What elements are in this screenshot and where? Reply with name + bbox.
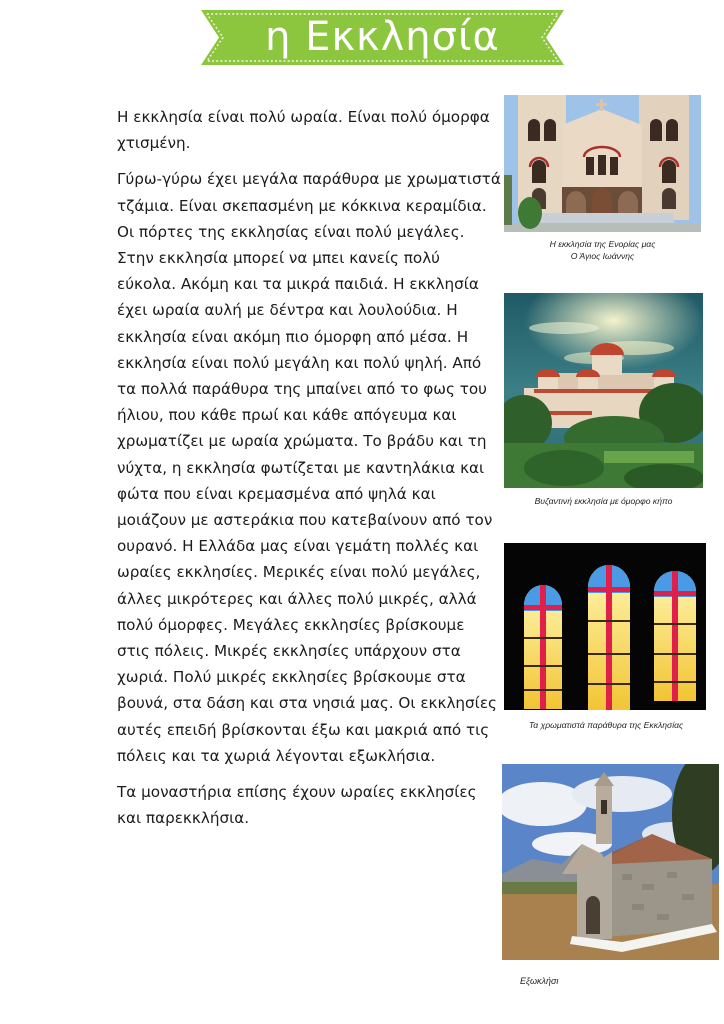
article-paragraph: Τα μοναστήρια επίσης έχουν ωραίες εκκλησίες και παρεκκλήσια. <box>117 783 477 828</box>
figure-caption: Τα χρωματιστά παράθυρα της Εκκλησίας <box>528 720 684 730</box>
article-paragraph: Η εκκλησία είναι πολύ ωραία. Είναι πολύ όμορφα χτισμένη. <box>117 108 490 153</box>
stone-chapel-photo <box>502 764 719 960</box>
page-title: η Εκκλησία <box>265 14 500 60</box>
figure-caption <box>504 238 701 262</box>
stained-glass-windows-photo <box>504 543 706 710</box>
caption-line: Ο Άγιος Ιωάννης <box>570 251 635 261</box>
figure-caption: Εξωκλήσι <box>520 976 559 986</box>
parish-church-photo <box>504 95 701 232</box>
figure-caption: Βυζαντινή εκκλησία με όμορφο κήπο <box>534 496 673 506</box>
article-body <box>117 104 502 841</box>
article-paragraph: Γύρω-γύρω έχει μεγάλα παράθυρα με χρωματιστά τζάμια. Είναι σκεπασμένη με κόκκινα κεραμίδια. Οι πόρτες της εκκλησίας είναι πολύ μεγάλες. Στην εκκλησία μπορεί να μπει κανείς πολύ εύκολα. Ακόμη και τα μικρά παιδιά. Η εκκλησία έχει ωραία αυλή με δέντρα και λουλούδια. Η εκκλησία είναι ακόμη πιο όμορφη από μέσα. Η εκκλησία είναι πολύ μεγάλη και πολύ ψηλή. Από τα πολλά παράθυρα της μπαίνει από το φως του ήλιου, που κάθε πρωί και κάθε απόγευμα και χρωματίζει με ωραία χρώματα. Το βράδυ και τη νύχτα, η εκκλησία φωτίζεται με καντηλάκια και φώτα που είναι κρεμασμένα από ψηλά και μοιάζουν με αστεράκια που κατεβαίνουν από τον ουρανό. Η Ελλάδα μας είναι γεμάτη πολλές και ωραίες εκκλησίες. Μερικές είναι πολύ μεγάλες, άλλες μικρότερες και άλλες πολύ μικρές, αλλά πολύ όμορφες. Μεγάλες εκκλησίες βρίσκουμε στις πόλεις. Μικρές εκκλησίες υπάρχουν στα χωριά. Πολύ μικρές εκκλησίες βρίσκουμε στα βουνά, στα δάση και στα νησιά μας. Οι εκκλησίες αυτές επειδή βρίσκονται έξω και μακριά από τις πόλεις και τα χωριά λέγονται εξωκλήσια. <box>117 170 501 765</box>
title-banner <box>201 10 564 65</box>
byzantine-church-garden-photo <box>504 293 703 488</box>
caption-line: Η εκκλησία της Ενορίας μας <box>549 239 656 249</box>
